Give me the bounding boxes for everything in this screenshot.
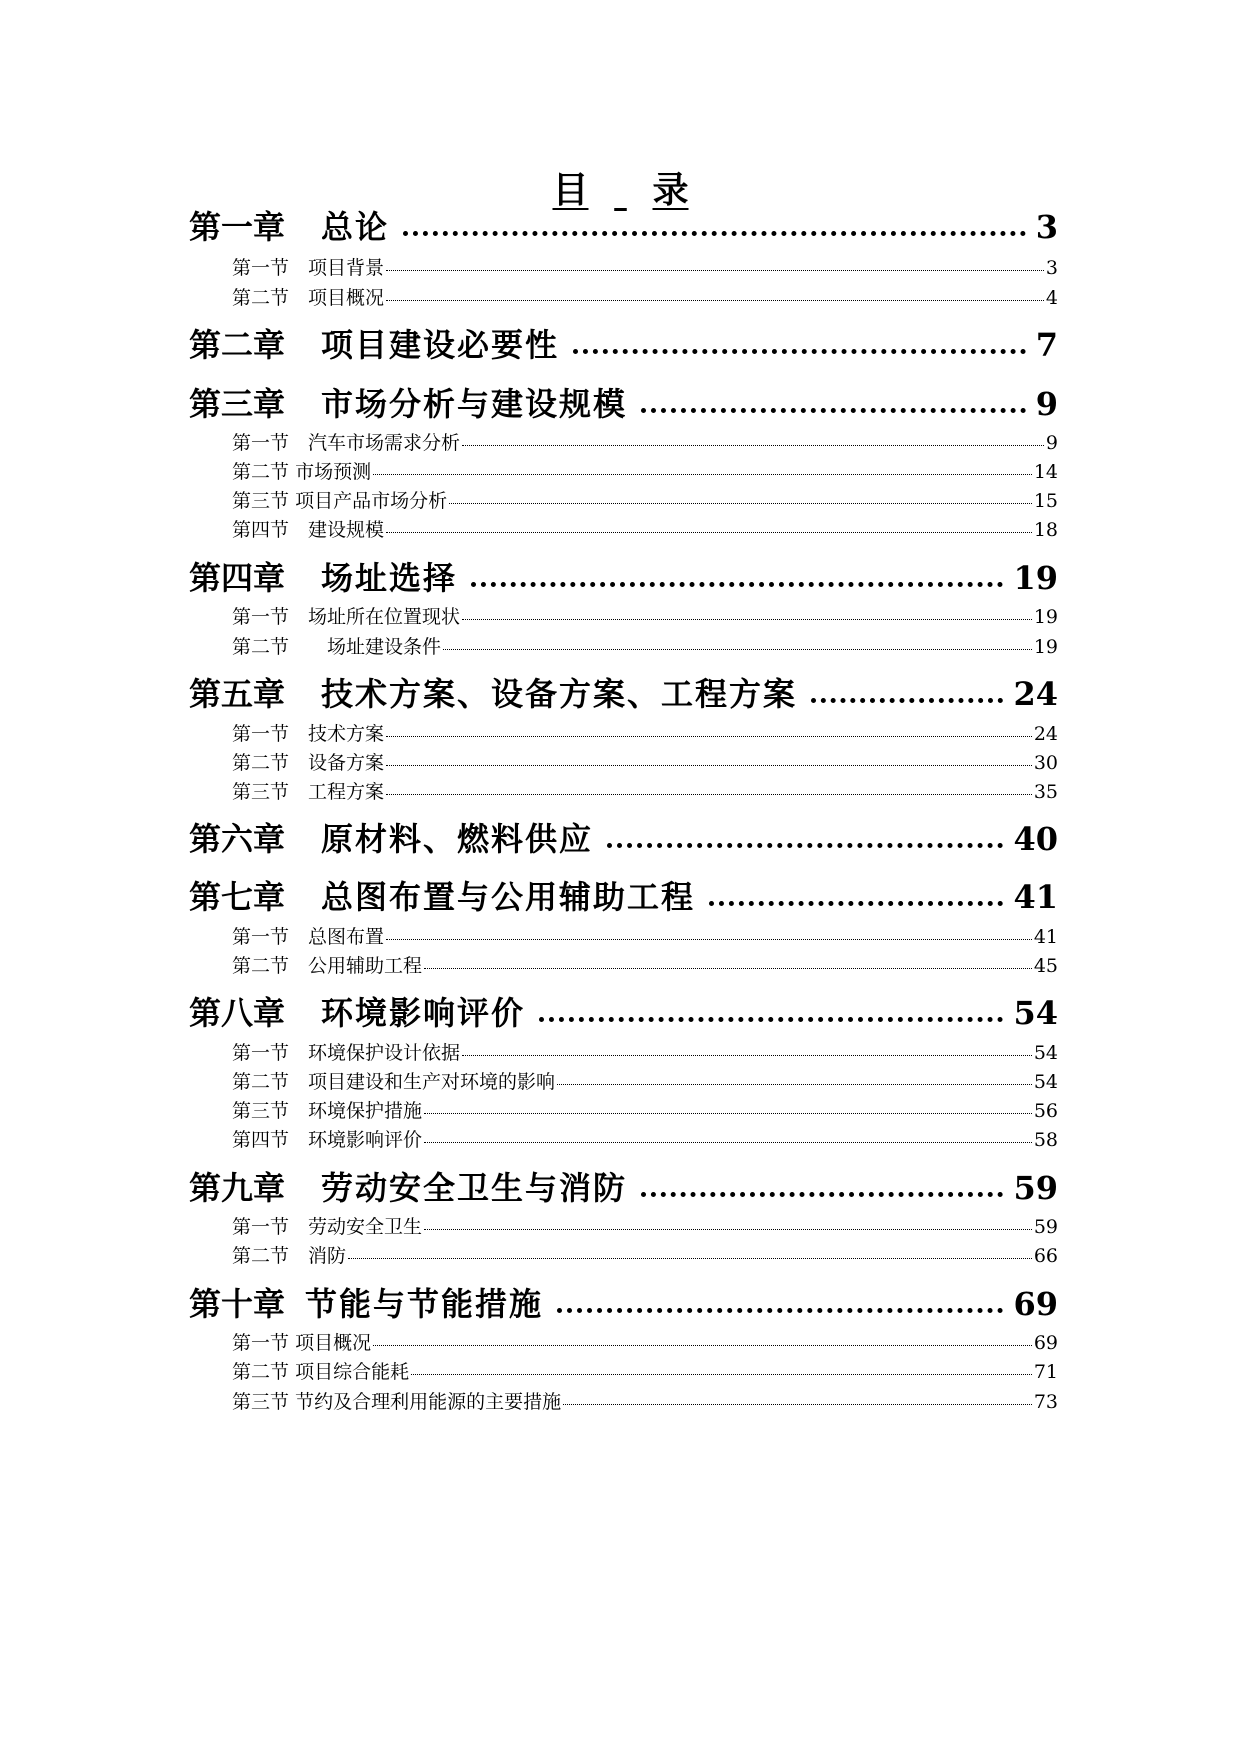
page-title-right: 录 — [652, 169, 689, 211]
chapter-title: 市场分析与建设规模 — [321, 385, 628, 423]
dot-leader — [386, 531, 1032, 533]
section-title: 工程方案 — [308, 781, 385, 803]
dot-leader — [641, 404, 1026, 413]
page-number: 19 — [1013, 559, 1058, 597]
section-label — [232, 748, 384, 775]
section-title: 设备方案 — [308, 752, 385, 774]
section-label — [232, 428, 460, 455]
section-number: 第二节 — [232, 955, 290, 977]
toc-section-row — [232, 1067, 1058, 1091]
page-number: 3 — [1045, 257, 1058, 279]
chapter-title: 原材料、燃料供应 — [321, 820, 594, 858]
dot-leader — [386, 735, 1032, 737]
page-number: 56 — [1033, 1100, 1058, 1122]
section-number: 第二节 — [232, 1071, 290, 1093]
section-label — [232, 1212, 422, 1239]
section-label — [232, 283, 384, 310]
section-title: 场址所在位置现状 — [308, 606, 461, 628]
page-number: 59 — [1013, 1169, 1058, 1207]
section-number: 第三节 — [232, 781, 290, 803]
chapter-label — [189, 1163, 627, 1209]
toc-chapter-row — [189, 1163, 1058, 1207]
section-label — [232, 457, 371, 484]
toc-chapter-row — [189, 202, 1058, 246]
dot-leader — [462, 444, 1044, 446]
section-number: 第三节 — [232, 1391, 290, 1413]
section-spacer — [289, 519, 308, 541]
section-number: 第一节 — [232, 723, 290, 745]
section-title: 环境保护措施 — [308, 1100, 423, 1122]
page-number: 4 — [1045, 287, 1058, 309]
toc-chapter-row — [189, 814, 1058, 858]
section-spacer — [289, 723, 308, 745]
page-number: 66 — [1033, 1245, 1058, 1267]
section-label — [232, 777, 384, 804]
page-number: 69 — [1013, 1285, 1058, 1323]
page-number: 24 — [1013, 675, 1058, 713]
page-number: 9 — [1035, 385, 1058, 423]
dot-leader — [563, 1403, 1032, 1405]
toc-section-row — [232, 1096, 1058, 1120]
dot-leader — [373, 473, 1032, 475]
page-number: 19 — [1033, 636, 1058, 658]
dot-leader — [471, 578, 1003, 587]
section-number: 第二节 — [232, 461, 290, 483]
section-title: 汽车市场需求分析 — [308, 432, 461, 454]
toc-section-row — [232, 428, 1058, 452]
section-label — [232, 922, 384, 949]
chapter-label — [189, 988, 525, 1034]
section-title: 节约及合理利用能源的主要措施 — [295, 1391, 562, 1413]
page-number: 41 — [1013, 878, 1058, 916]
page-number: 58 — [1033, 1129, 1058, 1151]
page-number: 41 — [1033, 926, 1058, 948]
section-label — [232, 1125, 422, 1152]
section-number: 第二节 — [232, 1361, 290, 1383]
section-label — [232, 719, 384, 746]
section-label — [232, 1038, 460, 1065]
section-title: 项目概况 — [308, 287, 385, 309]
chapter-title: 场址选择 — [321, 559, 458, 597]
chapter-label — [189, 669, 797, 715]
section-label — [232, 1096, 422, 1123]
section-number: 第四节 — [232, 519, 290, 541]
section-label — [232, 1241, 346, 1268]
toc-chapter-row — [189, 553, 1058, 597]
section-spacer — [289, 432, 308, 454]
page-number: 54 — [1013, 994, 1058, 1032]
page-number: 30 — [1033, 752, 1058, 774]
page-number: 18 — [1033, 519, 1058, 541]
chapter-number: 第四章 — [189, 559, 286, 597]
dot-leader — [386, 764, 1032, 766]
toc-section-row — [232, 486, 1058, 510]
page-number: 19 — [1033, 606, 1058, 628]
dot-leader — [386, 269, 1044, 271]
toc-section-row — [232, 777, 1058, 801]
page-number: 15 — [1033, 490, 1058, 512]
chapter-number: 第一章 — [189, 208, 286, 246]
dot-leader — [573, 345, 1026, 354]
dot-leader — [386, 793, 1032, 795]
toc-section-row — [232, 602, 1058, 626]
dot-leader — [709, 897, 1003, 906]
section-label — [232, 1067, 555, 1094]
toc-section-row — [232, 283, 1058, 307]
section-spacer — [289, 1042, 308, 1064]
section-number: 第一节 — [232, 1332, 290, 1354]
section-spacer — [289, 606, 308, 628]
dot-leader — [641, 1188, 1003, 1197]
toc-chapter-row — [189, 1279, 1058, 1323]
section-label — [232, 1357, 409, 1384]
section-title: 项目建设和生产对环境的影响 — [308, 1071, 556, 1093]
page-number: 54 — [1033, 1071, 1058, 1093]
chapter-label — [189, 553, 457, 599]
chapter-number: 第二章 — [189, 326, 286, 364]
dot-leader — [424, 967, 1032, 969]
section-title: 环境影响评价 — [308, 1129, 423, 1151]
dot-leader — [373, 1344, 1032, 1346]
dot-leader — [348, 1257, 1032, 1259]
toc-section-row — [232, 951, 1058, 975]
section-label — [232, 515, 384, 542]
section-number: 第一节 — [232, 257, 290, 279]
section-label — [232, 632, 441, 659]
page-number: 69 — [1033, 1332, 1058, 1354]
section-spacer — [289, 955, 308, 977]
section-number: 第一节 — [232, 606, 290, 628]
section-spacer — [289, 1129, 308, 1151]
dot-leader — [449, 502, 1032, 504]
toc-section-row — [232, 1241, 1058, 1265]
dot-leader — [386, 299, 1044, 301]
dot-leader — [539, 1013, 1003, 1022]
section-title: 技术方案 — [308, 723, 385, 745]
section-number: 第三节 — [232, 490, 290, 512]
page-number: 24 — [1033, 723, 1058, 745]
toc-section-row — [232, 719, 1058, 743]
dot-leader — [557, 1083, 1032, 1085]
page-number: 45 — [1033, 955, 1058, 977]
chapter-label — [189, 814, 593, 860]
chapter-number: 第九章 — [189, 1169, 286, 1207]
toc-section-row — [232, 253, 1058, 277]
page-number: 73 — [1033, 1391, 1058, 1413]
chapter-title: 总论 — [321, 208, 390, 246]
section-title: 项目概况 — [295, 1332, 372, 1354]
section-title: 项目背景 — [308, 257, 385, 279]
dot-leader — [411, 1373, 1032, 1375]
toc-section-row — [232, 457, 1058, 481]
section-title: 环境保护设计依据 — [308, 1042, 461, 1064]
page-number: 3 — [1035, 208, 1058, 246]
dot-leader — [557, 1304, 1003, 1313]
section-number: 第一节 — [232, 1042, 290, 1064]
dot-leader — [462, 618, 1032, 620]
section-number: 第二节 — [232, 752, 290, 774]
chapter-title: 项目建设必要性 — [321, 326, 560, 364]
section-spacer — [289, 636, 327, 658]
toc-section-row — [232, 1125, 1058, 1149]
chapter-title: 总图布置与公用辅助工程 — [321, 878, 696, 916]
section-number: 第二节 — [232, 287, 290, 309]
section-label — [232, 253, 384, 280]
section-label — [232, 1328, 371, 1355]
dot-leader — [462, 1054, 1032, 1056]
section-spacer — [289, 1216, 308, 1238]
section-spacer — [289, 1100, 308, 1122]
dot-leader — [811, 694, 1003, 703]
dot-leader — [607, 839, 1003, 848]
toc-section-row — [232, 632, 1058, 656]
section-label — [232, 602, 460, 629]
dot-leader — [424, 1112, 1032, 1114]
section-number: 第一节 — [232, 926, 290, 948]
dot-leader — [424, 1228, 1032, 1230]
section-title: 项目产品市场分析 — [295, 490, 448, 512]
chapter-number: 第十章 — [189, 1285, 286, 1323]
chapter-number: 第六章 — [189, 820, 286, 858]
section-number: 第三节 — [232, 1100, 290, 1122]
toc-section-row — [232, 1038, 1058, 1062]
chapter-label — [189, 1279, 543, 1325]
chapter-label — [189, 872, 695, 918]
chapter-title: 节能与节能措施 — [305, 1285, 544, 1323]
toc-section-row — [232, 515, 1058, 539]
chapter-number: 第七章 — [189, 878, 286, 916]
page-number: 54 — [1033, 1042, 1058, 1064]
section-spacer — [289, 926, 308, 948]
page-number: 40 — [1013, 820, 1058, 858]
toc-section-row — [232, 1387, 1058, 1411]
page-title-left: 目 — [552, 169, 589, 211]
dot-leader — [443, 648, 1032, 650]
dot-leader — [403, 227, 1026, 236]
page-number: 9 — [1045, 432, 1058, 454]
chapter-title: 劳动安全卫生与消防 — [321, 1169, 628, 1207]
section-title: 公用辅助工程 — [308, 955, 423, 977]
chapter-label — [189, 320, 559, 366]
chapter-number: 第五章 — [189, 675, 286, 713]
section-title: 总图布置 — [308, 926, 385, 948]
page-number: 7 — [1035, 326, 1058, 364]
section-spacer — [289, 257, 308, 279]
section-label — [232, 486, 447, 513]
chapter-title: 技术方案、设备方案、工程方案 — [321, 675, 798, 713]
section-spacer — [289, 781, 308, 803]
section-title: 劳动安全卫生 — [308, 1216, 423, 1238]
section-title: 消防 — [308, 1245, 347, 1267]
section-label — [232, 951, 422, 978]
toc-section-row — [232, 1357, 1058, 1381]
page-number: 35 — [1033, 781, 1058, 803]
section-number: 第四节 — [232, 1129, 290, 1151]
section-number: 第二节 — [232, 1245, 290, 1267]
toc-chapter-row — [189, 988, 1058, 1032]
section-title: 场址建设条件 — [327, 636, 442, 658]
page-number: 14 — [1033, 461, 1058, 483]
chapter-label — [189, 202, 389, 248]
toc-chapter-row — [189, 320, 1058, 364]
chapter-number: 第八章 — [189, 994, 286, 1032]
section-spacer — [289, 752, 308, 774]
section-number: 第一节 — [232, 1216, 290, 1238]
toc-chapter-row — [189, 872, 1058, 916]
toc-section-row — [232, 1212, 1058, 1236]
toc-section-row — [232, 748, 1058, 772]
chapter-number: 第三章 — [189, 385, 286, 423]
section-spacer — [289, 1071, 308, 1093]
section-spacer — [289, 1245, 308, 1267]
section-label — [232, 1387, 561, 1414]
dot-leader — [386, 938, 1032, 940]
section-title: 项目综合能耗 — [295, 1361, 410, 1383]
toc-section-row — [232, 1328, 1058, 1352]
section-spacer — [289, 287, 308, 309]
chapter-label — [189, 379, 627, 425]
page-number: 71 — [1033, 1361, 1058, 1383]
section-number: 第一节 — [232, 432, 290, 454]
section-title: 市场预测 — [295, 461, 372, 483]
toc-chapter-row — [189, 379, 1058, 423]
chapter-title: 环境影响评价 — [321, 994, 526, 1032]
toc-section-row — [232, 922, 1058, 946]
dot-leader — [424, 1141, 1032, 1143]
page-number: 59 — [1033, 1216, 1058, 1238]
section-number: 第二节 — [232, 636, 290, 658]
section-title: 建设规模 — [308, 519, 385, 541]
toc-chapter-row — [189, 669, 1058, 713]
